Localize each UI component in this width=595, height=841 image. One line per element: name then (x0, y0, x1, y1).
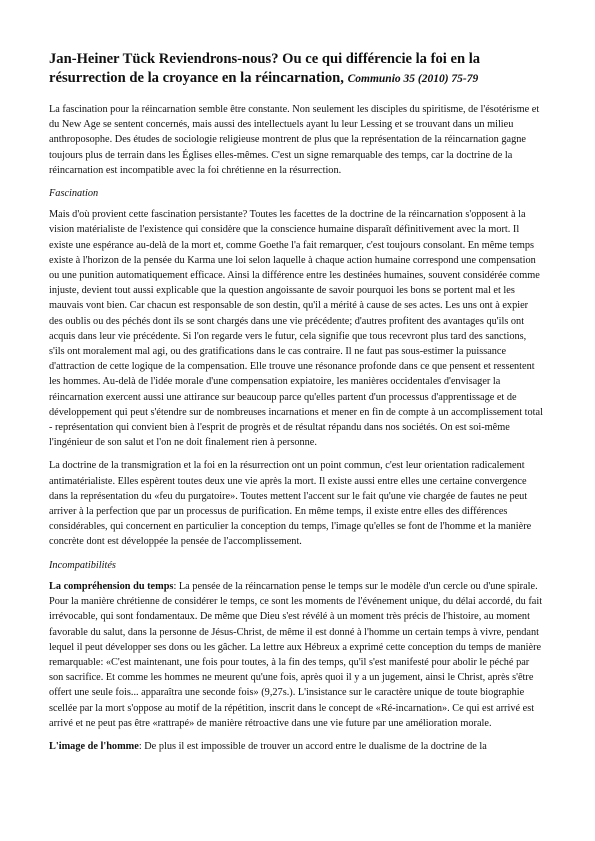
paragraph-homme (49, 739, 544, 754)
title-text: Jan-Heiner Tück Reviendrons-nous? Ou ce qui différencie la foi en la résurrection de la croyance en la réincarnation, (49, 51, 481, 86)
paragraph-fascination: Mais d'où provient cette fascination persistante? Toutes les facettes de la doctrine de la réincarnation s'opposent à la vision matérialiste de l'existence qui considère que la conscience humaine disparaît définitivement avec la mort. Il existe une espérance au-delà de la mort et, comme Goethe l'a fait remarquer, c'est toujours consolant. En même temps existe à l'horizon de la pensée du Karma une loi selon laquelle à chaque action humaine correspond une compensation ou une punition automatiquement efficace. Ainsi la différence entre les destinées humaines, souvent considérée comme injuste, devient tout aussi explicable que la question angoissante de savoir pourquoi les bons se portent mal et les mauvais vont bien. Car chacun est responsable de son destin, qu'il a mérité à cause de ses actes. Les uns ont à expier des oublis ou des péchés dont ils se sont chargés dans une vie précédente; d'autres profitent des avantages qu'ils ont acquis dans leur vie précédente. Si l'on regarde vers le futur, cela signifie que tous recevront plus tard des sanctions, s'ils ont moralement mal agi, ou des gratifications dans le cas contraire. Il ne faut pas sous-estimer la puissance d'attraction de cette logique de la compensation. Elle trouve une résonance profonde dans ce que pensent et ressentent les hommes. Au-delà de l'idée morale d'une compensation expiatoire, les manières occidentales d'envisager la réincarnation exercent aussi une attirance sur beaucoup parce qu'elles partent d'un processus d'apprentissage et de développement qui peut s'étendre sur de nombreuses incarnations et mener en fin de compte à un accomplissement total - représentation qui convient bien à l'esprit de progrès et de résultat répandu dans nos sociétés. On est soi-même l'ingénieur de son salut et l'on ne doit finalement rien à personne. (49, 209, 543, 449)
lead-homme: L'image de l'homme (49, 740, 139, 752)
paragraph-temps-text: : La pensée de la réincarnation pense le temps sur le modèle d'un cercle ou d'une spirale. Pour la manière chrétienne de considérer le temps, ce sont les moments de l'événement unique, du délai accordé, du fait irrévocable, qui sont fondamentaux. De même que Dieu s'est révélé à un moment très précis de l'histoire, au moment favorable du salut, dans la personne de Jésus-Christ, de même il est donné à l'homme un certain temps à vivre, pendant lequel il peut développer ses dons ou les gâcher. La lettre aux Hébreux a exprimé cette conception du temps de manière remarquable: «C'est maintenant, une fois pour toutes, à la fin des temps, qu'il s'est manifesté pour abolir le péché par son sacrifice. Et comme les hommes ne meurent qu'une fois, après quoi il y a un jugement, ainsi le Christ, après s'être offert une seule fois... apparaîtra une seconde fois» (9,27s.). L'insistance sur le caractère unique de toute biographie scellée par la mort s'oppose au motif de la répétition, inscrit dans le concept de «Ré-incarnation». Ce qui est arrivé est arrivé et ne peut pas être «rattrapé» de manière rétroactive dans une vie future par une amélioration morale. (49, 580, 543, 729)
title-source: Communio 35 (2010) 75-79 (347, 73, 479, 85)
section-heading-incompatibilites: Incompatibilités (49, 559, 116, 571)
paragraph-temps (49, 579, 544, 731)
lead-temps: La compréhension du temps (49, 580, 174, 592)
section-heading-fascination: Fascination (49, 188, 99, 200)
paragraph-intro: La fascination pour la réincarnation semble être constante. Non seulement les disciples du spiritisme, de l'ésotérisme et du New Age se sentent concernés, mais aussi des intellectuels ayant lu leur Lessing et se trouvant dans un milieu anthroposophe. Des études de sociologie religieuse montrent de plus que la représentation de la réincarnation gagne toujours plus de terrain dans les Églises elles-mêmes. C'est un signe remarquable des temps, car la doctrine de la réincarnation est incompatible avec la foi chrétienne en la résurrection. (49, 104, 540, 176)
paragraph-homme-text: : De plus il est impossible de trouver un accord entre le dualisme de la doctrine de la (138, 740, 487, 752)
document-title (49, 50, 544, 89)
paragraph-transmigration: La doctrine de la transmigration et la foi en la résurrection ont un point commun, c'est leur orientation radicalement antimatérialiste. Elles espèrent toutes deux une vie après la mort. Il existe aussi entre elles une certaine convergence dans la représentation du «feu du purgatoire». Toutes mettent l'accent sur le fait qu'une vie chargée de fautes ne peut arriver à la perfection que par un processus de purification. En même temps, il existe entre elles des différences considérables, qui concernent en particulier la conception du temps, l'image qu'elles se font de l'homme et la manière concrète dont est développée la pensée de l'accomplissement. (49, 460, 532, 548)
document-page (49, 50, 544, 762)
